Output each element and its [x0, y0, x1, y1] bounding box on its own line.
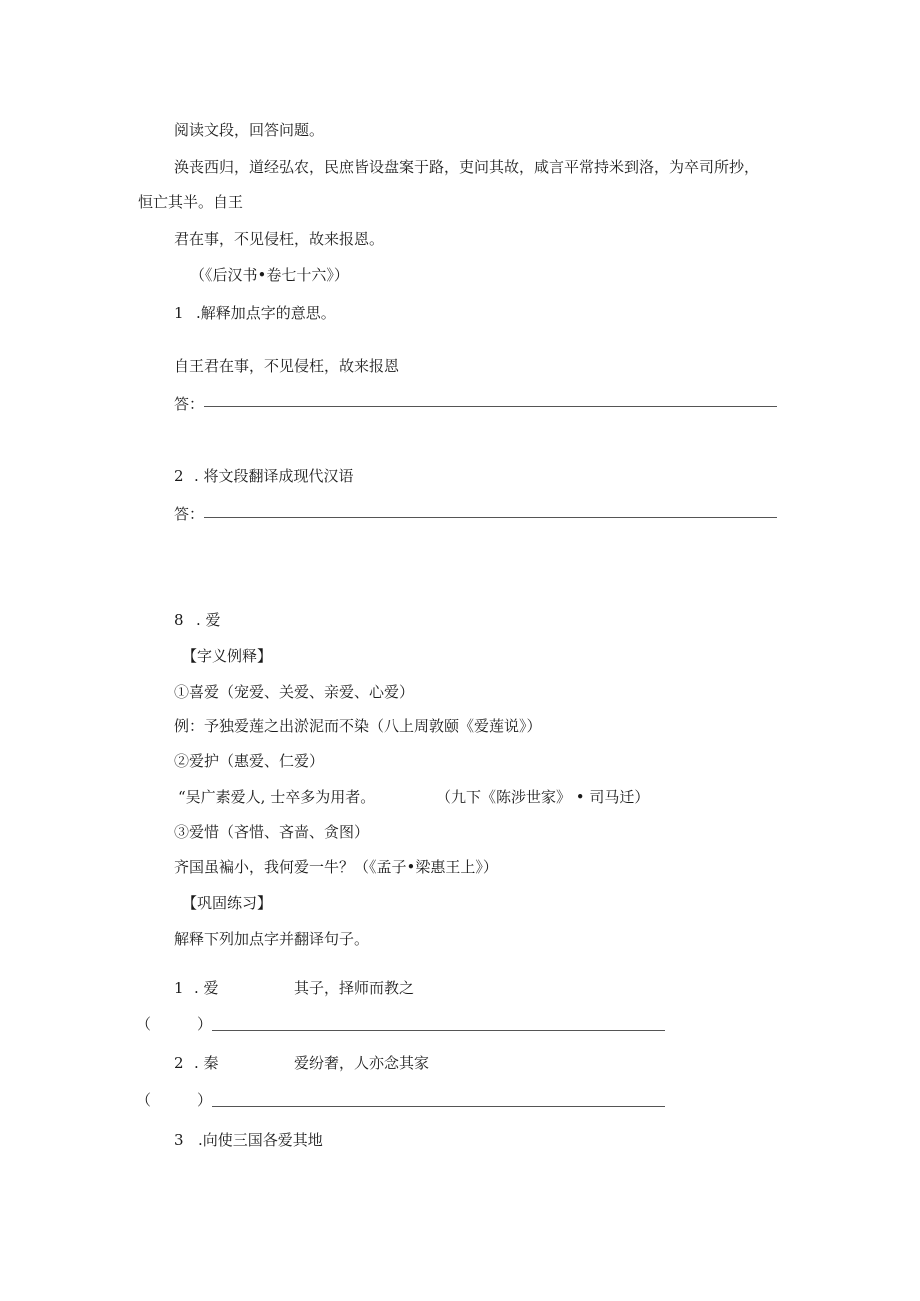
- passage-line-1: 涣丧西归，道经弘农，民庶皆设盘案于路，吏问其故，咸言平常持米到洛，为卒司所抄，: [174, 158, 760, 176]
- answer-line-2[interactable]: [204, 517, 777, 518]
- practice-instruction: 解释下列加点字并翻译句子。: [174, 930, 370, 948]
- practice-item-1-sentence: 其子，择师而教之: [294, 979, 415, 997]
- section-heading-char: . 爱: [196, 611, 221, 629]
- passage-source: （《后汉书•卷七十六》）: [190, 266, 349, 284]
- practice-item-2-paren-close: ）: [197, 1091, 213, 1109]
- meaning-3: ③爱惜（吝惜、吝啬、贪图）: [174, 823, 370, 841]
- question-2-text: . 将文段翻译成现代汉语: [194, 467, 354, 485]
- practice-item-1-answer-line[interactable]: [212, 1030, 665, 1031]
- example-2-source: （九下《陈涉世家》 • 司马迁）: [436, 788, 650, 806]
- practice-item-3-number: 3: [174, 1131, 184, 1149]
- passage-line-3: 君在事，不见侵枉，故来报恩。: [174, 230, 385, 248]
- example-1: 例：予独爱莲之出淤泥而不染（八上周敦颐《爱莲说》）: [174, 717, 542, 735]
- practice-item-2-paren-open: （: [136, 1091, 152, 1109]
- section-heading-number: 8: [174, 611, 184, 629]
- practice-item-1-paren-open: （: [136, 1015, 152, 1033]
- practice-item-2-char: . 秦: [194, 1054, 219, 1072]
- meaning-1: ①喜爱（宠爱、关爱、亲爱、心爱）: [174, 683, 415, 701]
- practice-item-2-sentence: 爱纷奢，人亦念其家: [294, 1054, 430, 1072]
- example-2-quote: “吴广素爱人, 士卒多为用者。: [178, 788, 376, 806]
- practice-header: 【巩固练习】: [182, 894, 273, 912]
- answer-label-1: 答：: [174, 395, 205, 413]
- passage-line-2: 恒亡其半。自王: [138, 193, 244, 211]
- question-1-text: .解释加点字的意思。: [196, 304, 336, 322]
- question-1-number: 1: [174, 304, 184, 322]
- practice-item-3-text: .向使三国各爱其地: [198, 1131, 323, 1149]
- answer-line-1[interactable]: [204, 406, 777, 407]
- practice-item-1-char: . 爱: [194, 979, 219, 997]
- practice-item-2-number: 2: [174, 1054, 184, 1072]
- example-header: 【字义例释】: [182, 647, 273, 665]
- practice-item-1-paren-close: ）: [197, 1015, 213, 1033]
- question-1-sentence: 自王君在事，不见侵枉，故来报恩: [174, 357, 400, 375]
- reading-intro: 阅读文段，回答问题。: [174, 121, 325, 139]
- answer-label-2: 答：: [174, 505, 205, 523]
- question-2-number: 2: [174, 467, 184, 485]
- meaning-2: ②爱护（惠爱、仁爱）: [174, 752, 325, 770]
- practice-item-1-number: 1: [174, 979, 184, 997]
- practice-item-2-answer-line[interactable]: [212, 1106, 665, 1107]
- example-3: 齐国虽褊小，我何爱一牛？（《孟子•梁惠王上》）: [174, 858, 498, 876]
